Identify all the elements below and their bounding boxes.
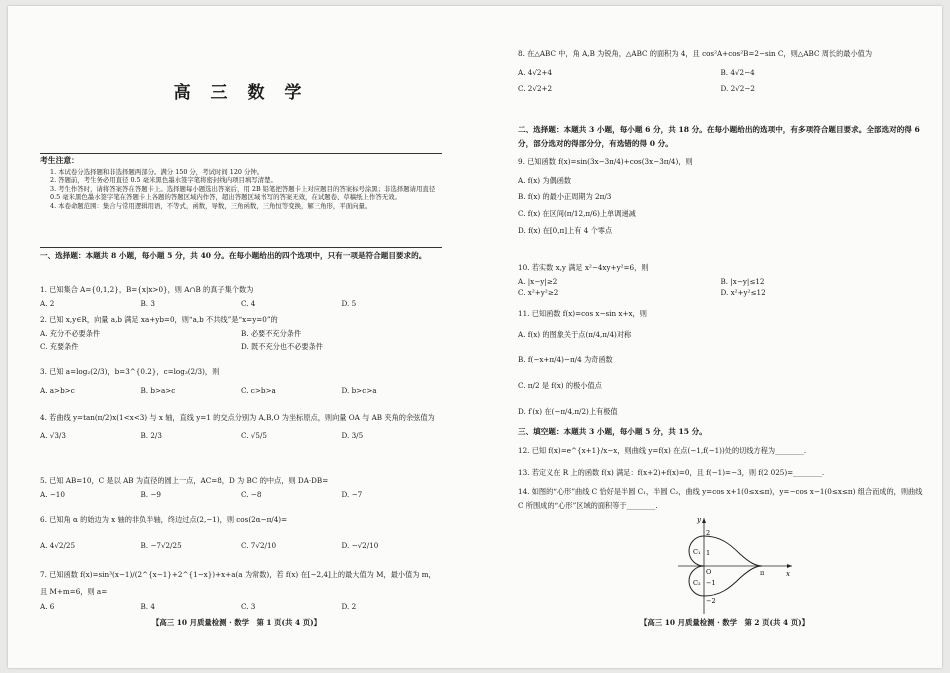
question-stem: 5. 已知 AB=10，C 是以 AB 为直径的圆上一点，AC=8，D 为 BC 的中点，则 DA·DB= xyxy=(40,476,329,485)
question-6 xyxy=(40,515,442,550)
question-stem: 11. 已知函数 f(x)=cos x−sin x+x，则 xyxy=(518,309,647,318)
y-label: y xyxy=(697,516,701,524)
option: C. 3 xyxy=(241,602,256,612)
question-3 xyxy=(40,367,442,395)
option: C. 7√2/10 xyxy=(241,540,277,550)
question-stem: 3. 已知 a=log₂(2/3)，b=3^{0.2}，c=log₃(2/3)，则 xyxy=(40,367,220,376)
section-3-heading: 三、填空题：本题共 3 小题，每小题 5 分，共 15 分。 xyxy=(518,427,707,436)
question-13 xyxy=(518,468,923,478)
option: A. 4√2+4 xyxy=(518,67,553,77)
option: C. 4 xyxy=(241,298,256,308)
option: B. b>a>c xyxy=(140,385,176,395)
options xyxy=(40,541,442,551)
option: D. b>c>a xyxy=(341,385,377,395)
question-2 xyxy=(40,315,442,354)
options xyxy=(40,431,442,441)
option: C. 2√2+2 xyxy=(518,83,553,93)
option: D. f′(x) 在(−π/4,π/2)上有极值 xyxy=(518,406,618,416)
options xyxy=(40,299,442,309)
options xyxy=(518,65,923,97)
option: A. f(x) 为偶函数 xyxy=(518,175,572,185)
option: D. 既不充分也不必要条件 xyxy=(241,342,323,352)
option: A. √3/3 xyxy=(40,431,66,441)
question-stem: 10. 若实数 x,y 满足 x²−4xy+y²=6，则 xyxy=(518,263,649,272)
option: C. c>b>a xyxy=(241,385,276,395)
question-stem: 6. 已知角 α 的始边为 x 轴的非负半轴，终边过点(2,−1)，则 cos(2α−π/4)= xyxy=(40,515,288,524)
tick-minus-2: −2 xyxy=(706,597,716,605)
section-2-heading: 二、选择题：本题共 3 小题，每小题 6 分，共 18 分。在每小题给出的选项中，有多项符合题目要求。全部选对的得 6 分，部分选对的得部分分，有选错的得 0 分。 xyxy=(518,125,920,149)
label-c1: C₁ xyxy=(693,548,701,556)
options xyxy=(40,602,442,612)
option: C. √5/5 xyxy=(241,431,267,441)
question-stem: 2. 已知 x,y∈R，向量 a,b 满足 xa+yb=0，则“a,b 不共线”是“x=y=0”的 xyxy=(40,315,278,324)
options xyxy=(518,276,923,299)
option: D. 3/5 xyxy=(341,431,364,441)
question-14 xyxy=(518,485,923,512)
option: A. 6 xyxy=(40,602,55,612)
question-stem: 7. 已知函数 f(x)=sin³(x−1)/(2^{x−1}+2^{1−x})+x+a(a 为常数)，若 f(x) 在[−2,4]上的最大值为 M，最小值为 m，且 M+m=6，则 a= xyxy=(40,570,436,596)
option: C. 充要条件 xyxy=(40,342,79,352)
question-10 xyxy=(518,263,923,299)
notice-item: 2. 答题前，考生务必用直径 0.5 毫米黑色墨水签字笔将密封线内项目填写清楚。 xyxy=(50,176,277,185)
options xyxy=(40,327,442,354)
question-7 xyxy=(40,567,442,612)
option: D. f(x) 在[0,π]上有 4 个零点 xyxy=(518,225,613,235)
heart-curve-figure xyxy=(668,514,798,616)
notice-item: 4. 本卷命题范围：集合与常用逻辑用语，不等式，函数，导数，三角函数，三角恒等变换，解三角形，平面向量。 xyxy=(50,202,372,211)
question-stem: 1. 已知集合 A={0,1,2}，B={x|x>0}，则 A∩B 的真子集个数为 xyxy=(40,285,254,294)
option: C. −8 xyxy=(241,489,262,499)
pi-label: π xyxy=(760,569,765,577)
page-2 xyxy=(518,6,923,668)
option: B. −7√2/25 xyxy=(140,540,182,550)
option: B. 3 xyxy=(140,298,155,308)
option: D. 2 xyxy=(341,602,357,612)
option: A. 4√2/25 xyxy=(40,540,76,550)
notice-item: 1. 本试卷分选择题和非选择题两部分。满分 150 分，考试时间 120 分钟。 xyxy=(50,167,264,176)
tick-minus-1: −1 xyxy=(706,579,716,587)
option: D. −√2/10 xyxy=(341,540,379,550)
option: B. 必要不充分条件 xyxy=(241,328,302,338)
question-4 xyxy=(40,410,442,441)
options xyxy=(518,176,923,243)
option: A. a>b>c xyxy=(40,385,75,395)
exam-sheet xyxy=(8,6,942,668)
option: A. 充分不必要条件 xyxy=(40,328,101,338)
page-1 xyxy=(40,6,442,668)
option: C. π/2 是 f(x) 的极小值点 xyxy=(518,381,602,391)
option: D. −7 xyxy=(341,489,363,499)
option: A. |x−y|≥2 xyxy=(518,276,558,286)
cos-curve-upper xyxy=(704,536,762,566)
notice-item: 3. 考生作答时，请将答案答在答题卡上。选择题每小题选出答案后，用 2B 铅笔把答题卡上对应题目的答案标号涂黑；非选择题请用直径 0.5 毫米黑色墨水签字笔在答题卡上各题的答题区域内作答，超出答题区域书写的答案无效，在试题卷、草稿纸上作答无效。 xyxy=(50,184,436,202)
options xyxy=(40,490,442,500)
divider xyxy=(40,247,442,248)
option: C. f(x) 在区间(π/12,π/6)上单调递减 xyxy=(518,209,636,219)
x-label: x xyxy=(786,570,790,578)
notice-box xyxy=(40,153,442,211)
option: D. 5 xyxy=(341,298,357,308)
options xyxy=(518,330,923,424)
origin-label: O xyxy=(706,568,712,576)
option: B. 4 xyxy=(140,602,155,612)
question-9 xyxy=(518,157,923,243)
section-1-heading: 一、选择题：本题共 8 小题，每小题 5 分，共 40 分。在每小题给出的四个选项中，只有一项是符合题目要求的。 xyxy=(40,251,427,260)
label-c2: C₂ xyxy=(693,579,701,587)
option: A. 2 xyxy=(40,298,55,308)
tick-2: 2 xyxy=(706,529,711,537)
option: B. 2/3 xyxy=(140,431,162,441)
option: B. 4√2−4 xyxy=(720,67,755,77)
option: C. x²+y²≥2 xyxy=(518,288,559,298)
question-stem: 13. 若定义在 R 上的函数 f(x) 满足：f(x+2)+f(x)=0，且 f(−1)=−3，则 f(2 025)=________. xyxy=(518,468,825,477)
notice-heading: 考生注意： xyxy=(40,156,79,165)
question-12 xyxy=(518,446,923,456)
question-stem: 8. 在△ABC 中，角 A,B 为锐角，△ABC 的面积为 4，且 cos²A+cos²B=2−sin C，则△ABC 周长的最小值为 xyxy=(518,49,873,58)
option: B. f(−x+π/4)−π/4 为奇函数 xyxy=(518,355,613,365)
question-stem: 9. 已知函数 f(x)=sin(3x−3π/4)+cos(3x−3π/4)，则 xyxy=(518,157,693,166)
y-axis-arrow xyxy=(702,518,706,523)
option: B. f(x) 的最小正周期为 2π/3 xyxy=(518,192,612,202)
options xyxy=(40,386,442,396)
page-title: 高 三 数 学 xyxy=(173,83,309,103)
option: A. f(x) 的图象关于点(π/4,π/4)对称 xyxy=(518,329,632,339)
option: D. 2√2−2 xyxy=(720,83,755,93)
question-stem: 14. 如图的“心形”曲线 C 恰好是半圆 C₁，半圆 C₂，曲线 y=cos x+1(0≤x≤π)，y=−cos x−1(0≤x≤π) 组合而成的，则曲线 C 所围成的“心形”区域的面积等于________. xyxy=(518,487,923,510)
tick-1: 1 xyxy=(706,549,711,557)
question-5 xyxy=(40,476,442,499)
question-stem: 4. 若曲线 y=tan(π/2)x(1<x<3) 与 x 轴，直线 y=1 的交点分别为 A,B,O 为坐标原点，则向量 OA 与 AB 夹角的余弦值为 xyxy=(40,413,435,422)
question-11 xyxy=(518,309,923,424)
page-footer: 【高三 10 月质量检测 · 数学 第 2 页(共 4 页)】 xyxy=(640,618,809,628)
question-1 xyxy=(40,285,442,308)
option: B. −9 xyxy=(140,489,161,499)
option: B. |x−y|≤12 xyxy=(720,276,765,286)
x-axis-arrow xyxy=(787,564,792,568)
question-stem: 12. 已知 f(x)=e^{x+1}/x−x，则曲线 y=f(x) 在点(−1,f(−1))处的切线方程为________. xyxy=(518,446,807,455)
page-footer: 【高三 10 月质量检测 · 数学 第 1 页(共 4 页)】 xyxy=(152,618,321,628)
option: A. −10 xyxy=(40,489,65,499)
question-8 xyxy=(518,46,923,97)
option: D. x²+y²≤12 xyxy=(720,288,766,298)
